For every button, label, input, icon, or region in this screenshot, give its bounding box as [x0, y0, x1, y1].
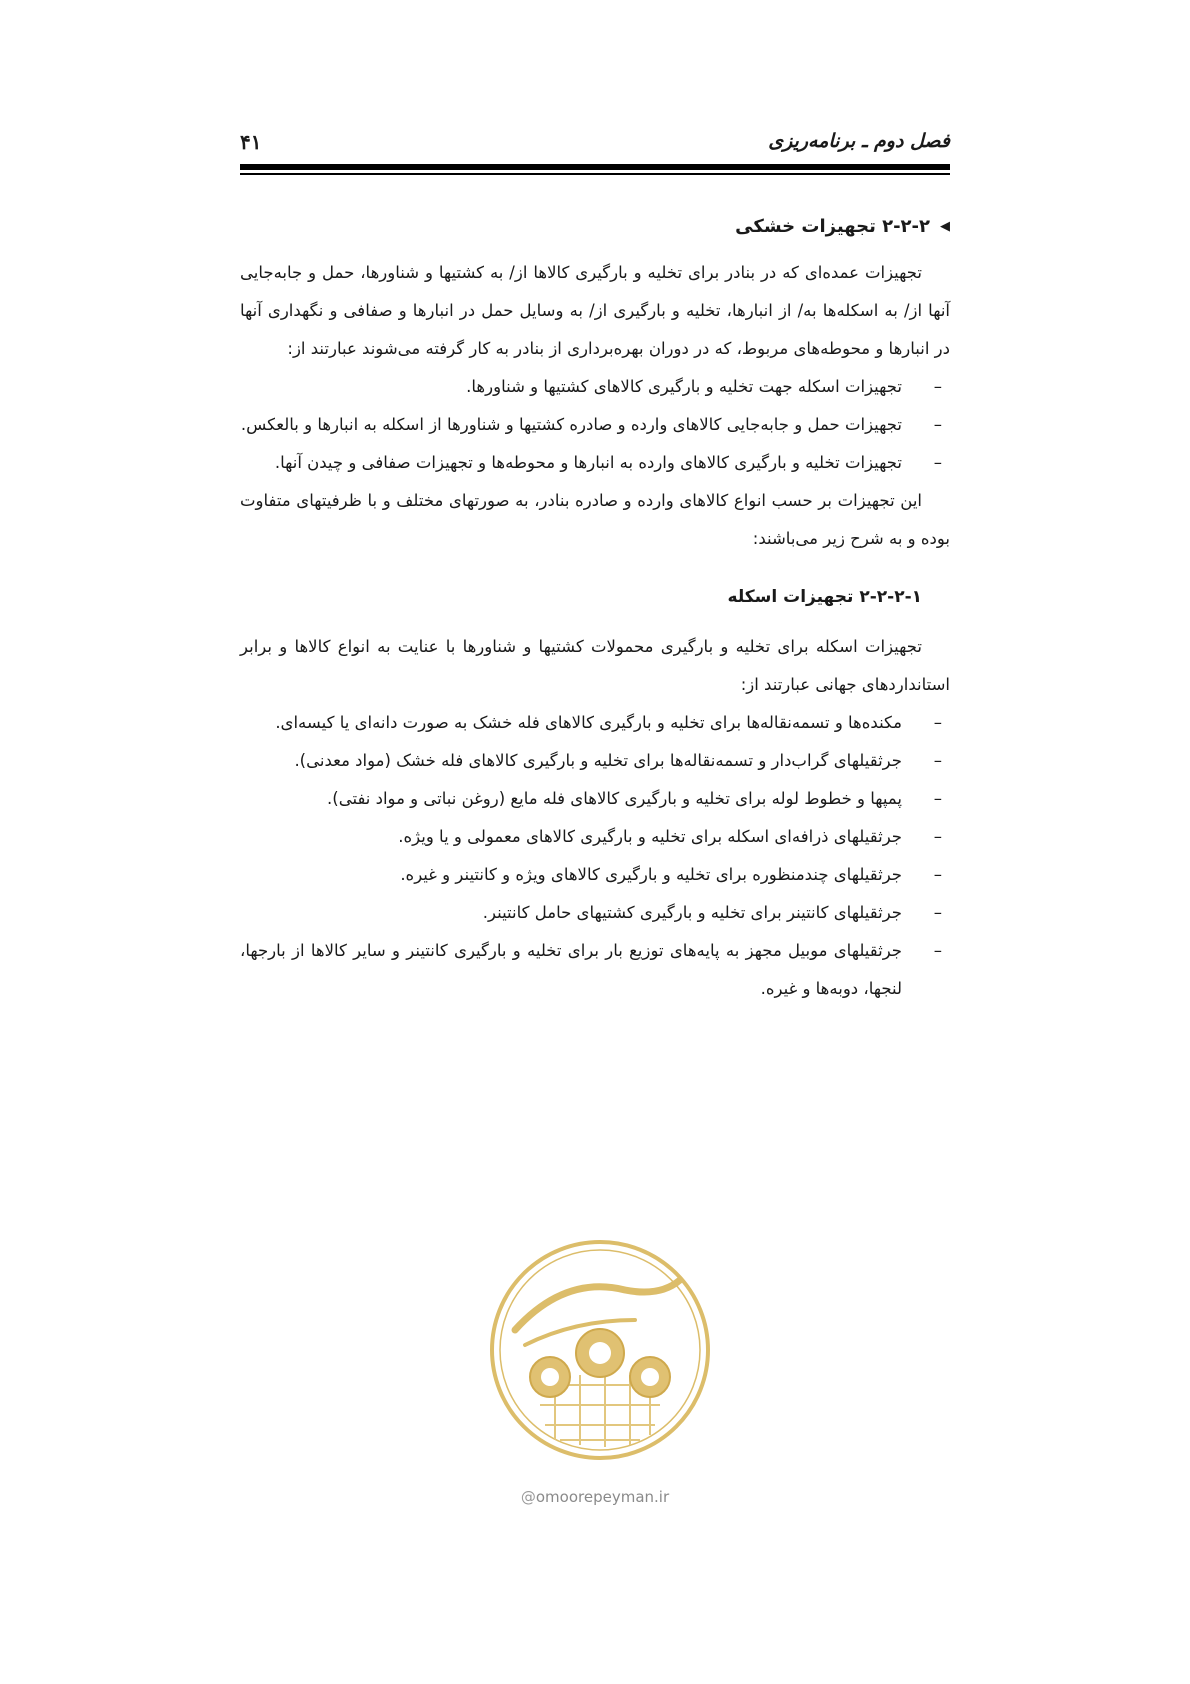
watermark-logo-icon [485, 1235, 715, 1465]
section-list [240, 368, 950, 482]
dash-bullet: – [933, 789, 942, 808]
list-item [240, 894, 950, 932]
subsection-intro-paragraph: تجهیزات اسکله برای تخلیه و بارگیری محمولات کشتیها و شناورها با عنایت به انواع کالاها و برابر استانداردهای جهانی عبارتند از: [240, 637, 950, 694]
list-item [240, 368, 950, 406]
chapter-title: فصل دوم ـ برنامه‌ریزی [768, 130, 950, 152]
subsection-heading: ۲-۲-۲-۱ تجهیزات اسکله [727, 587, 922, 607]
watermark-website-text: omoorepeyman.ir [535, 1488, 670, 1506]
dash-bullet: – [933, 941, 942, 960]
page-number: ۴۱ [240, 130, 262, 154]
list-item [240, 742, 950, 780]
list-item-text: تجهیزات تخلیه و بارگیری کالاهای وارده به انبارها و محوطه‌ها و تجهیزات صفافی و چیدن آنها. [274, 453, 902, 472]
list-item-text: جرثقیلهای کانتینر برای تخلیه و بارگیری کشتیهای حامل کانتینر. [482, 903, 902, 922]
list-item [240, 406, 950, 444]
list-item-text: جرثقیلهای ذرافه‌ای اسکله برای تخلیه و بارگیری کالاهای معمولی و یا ویژه. [398, 827, 902, 846]
dash-bullet: – [933, 713, 942, 732]
dash-bullet: – [933, 865, 942, 884]
list-item-text: جرثقیلهای موبیل مجهز به پایه‌های توزیع بار برای تخلیه و بارگیری کانتینر و سایر کالاها از بارجها، لنجها، دوبه‌ها و غیره. [240, 941, 902, 998]
section-heading-text: ۲-۲-۲ تجهیزات خشکی [735, 216, 930, 237]
section-intro-paragraph: تجهیزات عمده‌ای که در بنادر برای تخلیه و بارگیری کالاها از/ به کشتیها و شناورها، حمل و جابه‌جایی آنها از/ به اسکله‌ها به/ از انبارها، تخلیه و بارگیری از/ به وسایل حمل در انبارها و صفافی و نگهداری آنها در انبارها و محوطه‌های مربوط، که در دوران بهره‌برداری از بنادر به کار گرفته می‌شوند عبارتند از: [240, 263, 950, 358]
running-header [240, 130, 950, 160]
header-rule-thick [240, 164, 950, 170]
list-item-text: تجهیزات اسکله جهت تخلیه و بارگیری کالاهای کشتیها و شناورها. [466, 377, 902, 396]
list-item [240, 704, 950, 742]
dash-bullet: – [933, 751, 942, 770]
triangle-marker-icon: ◀ [940, 219, 950, 234]
list-item [240, 444, 950, 482]
main-content [240, 208, 950, 1008]
dash-bullet: – [933, 377, 942, 396]
list-item-text: پمپها و خطوط لوله برای تخلیه و بارگیری کالاهای فله مایع (روغن نباتی و مواد نفتی). [327, 789, 902, 808]
watermark-website [0, 1488, 1190, 1506]
dash-bullet: – [933, 903, 942, 922]
list-item-text: جرثقیلهای گراب‌دار و تسمه‌نقاله‌ها برای تخلیه و بارگیری کالاهای فله خشک (مواد معدنی). [294, 751, 902, 770]
at-sign-icon: @ [520, 1488, 536, 1506]
section-outro-paragraph: این تجهیزات بر حسب انواع کالاهای وارده و صادره بنادر، به صورتهای مختلف و با ظرفیتهای متفاوت بوده و به شرح زیر می‌باشند: [240, 491, 950, 548]
list-item-text: جرثقیلهای چندمنظوره برای تخلیه و بارگیری کالاهای ویژه و کانتینر و غیره. [400, 865, 902, 884]
subsection-list [240, 704, 950, 1008]
dash-bullet: – [933, 453, 942, 472]
dash-bullet: – [933, 415, 942, 434]
dash-bullet: – [933, 827, 942, 846]
list-item [240, 932, 950, 1008]
header-rule-thin [240, 173, 950, 175]
list-item [240, 780, 950, 818]
list-item [240, 818, 950, 856]
list-item [240, 856, 950, 894]
list-item-text: مکنده‌ها و تسمه‌نقاله‌ها برای تخلیه و بارگیری کالاهای فله خشک به صورت دانه‌ای یا کیسه‌ای. [275, 713, 902, 732]
section-heading [240, 208, 950, 246]
list-item-text: تجهیزات حمل و جابه‌جایی کالاهای وارده و صادره کشتیها و شناورها از اسکله به انبارها و بالعکس. [240, 415, 902, 434]
